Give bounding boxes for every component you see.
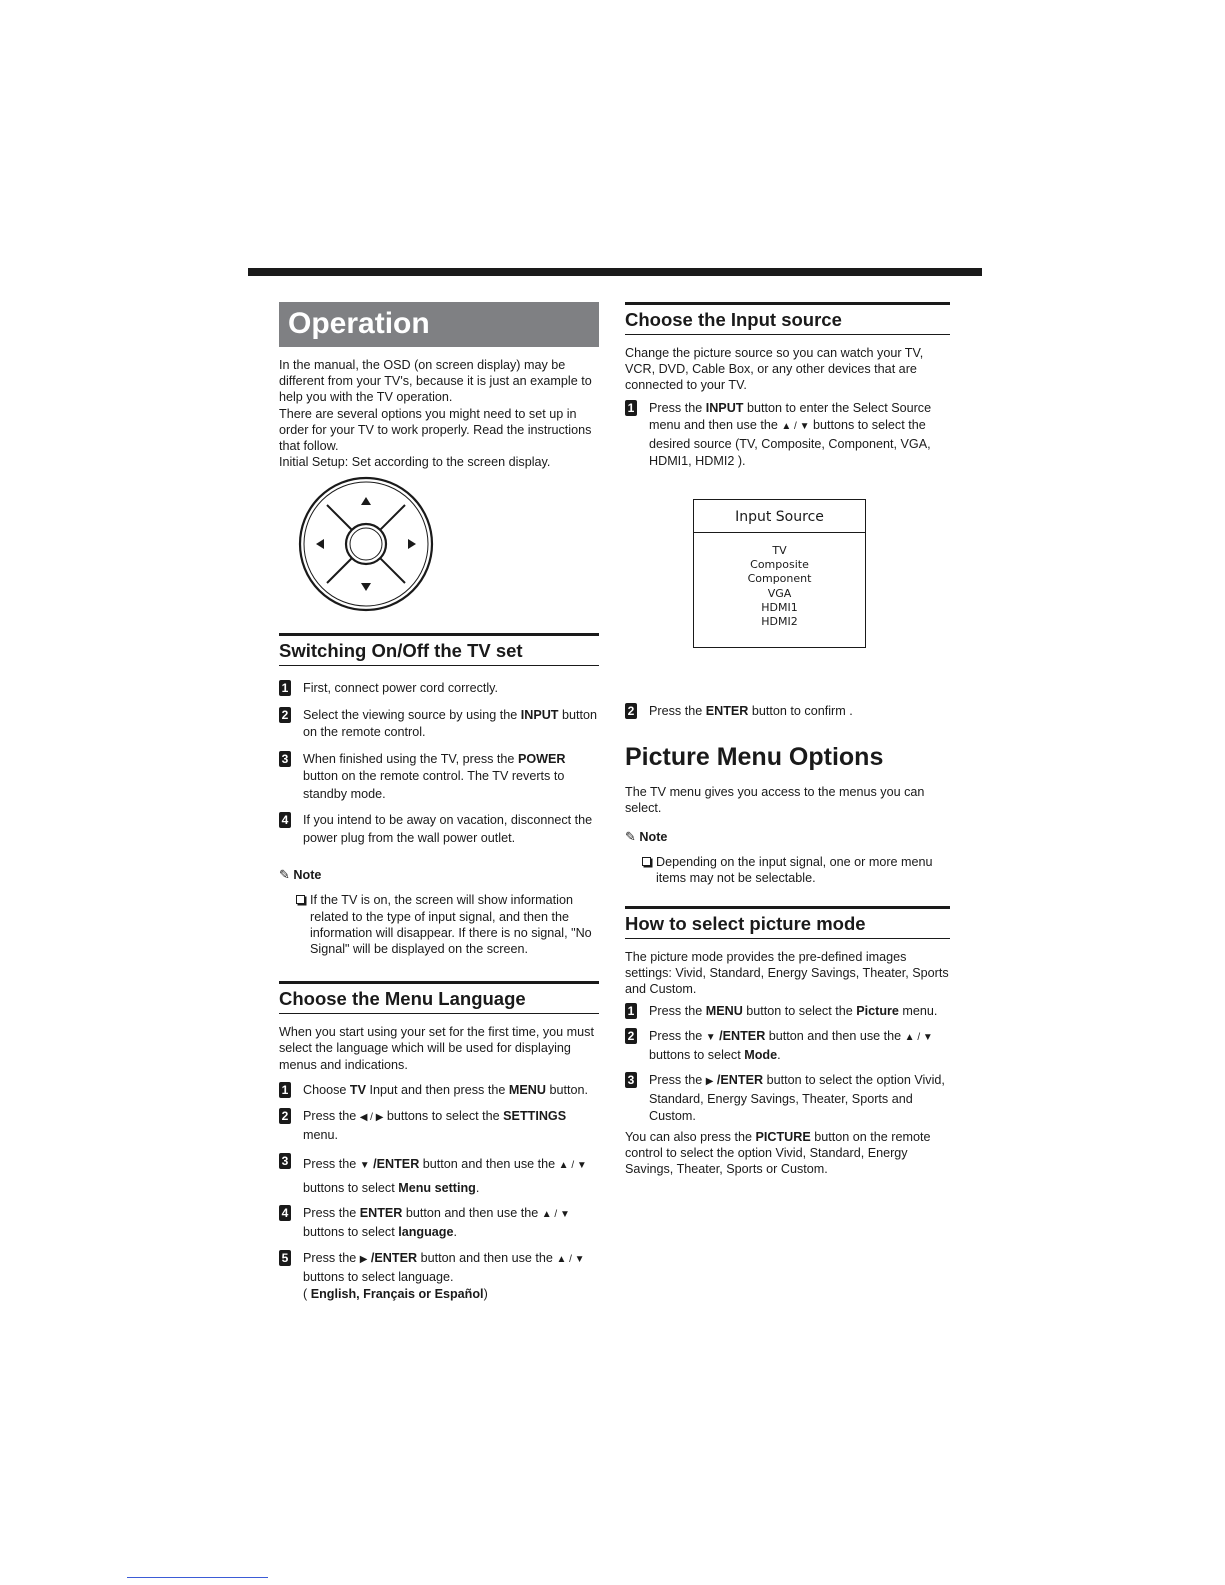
step-number: 4: [279, 812, 291, 828]
right-column: [625, 302, 950, 1177]
step-number: 2: [279, 707, 291, 723]
picture-mode-step-2: 2 Press the ▼ /ENTER button and then use the ▲ / ▼ buttons to select Mode.: [625, 1028, 950, 1064]
picture-mode-outro: You can also press the PICTURE button on the remote control to select the option Vivid, Standard, Energy Savings, Theater, Sports or Custom.: [625, 1129, 931, 1176]
remote-dpad-illustration: [297, 475, 435, 613]
osd-item-tv: TV: [772, 544, 787, 557]
switching-step-4: 4 If you intend to be away on vacation, disconnect the power plug from the wall power outlet.: [279, 812, 599, 847]
input-source-step-2: 2 Press the ENTER button to confirm .: [625, 703, 950, 721]
down-arrow-icon: [361, 583, 371, 591]
up-down-arrow-icons: ▲ / ▼: [904, 1032, 933, 1044]
operation-title: Operation: [279, 302, 599, 347]
input-source-step-1: 1 Press the INPUT button to enter the Select Source menu and then use the ▲ / ▼ buttons to select the desired source (TV, Composite, Component, VGA, HDMI1, HDMI2 ).: [625, 400, 950, 471]
top-rule: [248, 268, 982, 276]
picture-mode-title: How to select picture mode: [625, 906, 950, 939]
step-number: 2: [625, 1028, 637, 1044]
picture-menu-note-title: ✎ Note: [625, 828, 668, 844]
step-number: 1: [625, 1003, 637, 1019]
up-arrow-icon: [361, 497, 371, 505]
down-arrow-icon: ▼: [705, 1032, 716, 1044]
step-number: 4: [279, 1205, 291, 1221]
step-number: 5: [279, 1250, 291, 1266]
step-number: 3: [625, 1072, 637, 1088]
right-arrow-icon: ▶: [705, 1076, 714, 1088]
language-intro: When you start using your set for the first time, you must select the language which will be used for displaying menus and indications.: [279, 1025, 594, 1072]
switching-step-3: 3 When finished using the TV, press the POWER button on the remote control. The TV reverts to standby mode.: [279, 751, 599, 804]
step-number: 2: [279, 1108, 291, 1124]
up-down-arrow-icons: ▲ / ▼: [541, 1209, 570, 1221]
input-source-osd-menu: [693, 499, 866, 648]
osd-title: Input Source: [694, 500, 865, 533]
down-arrow-icon: ▼: [359, 1160, 370, 1172]
up-down-arrow-icons: ▲ / ▼: [556, 1254, 585, 1266]
switching-note: If the TV is on, the screen will show information related to the type of input signal, and then the information will disappear. If there is no signal, "No Signal" will be displayed on the screen.: [279, 892, 599, 957]
language-step-1: 1 Choose TV Input and then press the MENU button.: [279, 1082, 599, 1100]
language-step-3: 3 Press the ▼ /ENTER button and then use the ▲ / ▼ buttons to select Menu setting.: [279, 1153, 599, 1199]
bottom-link-line: [127, 1577, 268, 1578]
step-number: 3: [279, 1153, 291, 1169]
osd-item-hdmi2: HDMI2: [761, 615, 798, 629]
operation-intro-1: In the manual, the OSD (on screen display) may be different from your TV's, because it is just an example to help you with the TV operation.: [279, 358, 592, 405]
switching-step-1: 1 First, connect power cord correctly.: [279, 680, 599, 698]
up-down-arrow-icons: ▲ / ▼: [558, 1160, 587, 1172]
osd-item-composite: Composite: [750, 558, 809, 572]
pencil-icon: ✎: [279, 867, 290, 883]
input-source-title: Choose the Input source: [625, 302, 950, 335]
osd-item-component: Component: [747, 572, 812, 586]
pencil-icon: ✎: [625, 828, 636, 844]
switching-step-2: 2 Select the viewing source by using the INPUT button on the remote control.: [279, 707, 599, 742]
osd-item-hdmi1: HDMI1: [761, 600, 798, 614]
operation-intro-2: There are several options you might need to set up in order for your TV to work properly. Read the instructions that follow.: [279, 406, 592, 454]
left-column: [279, 302, 599, 1304]
step-number: 1: [279, 1082, 291, 1098]
picture-menu-note: Depending on the input signal, one or more menu items may not be selectable.: [625, 854, 950, 886]
up-down-arrow-icons: ▲ / ▼: [781, 421, 810, 433]
right-arrow-icon: ▶: [359, 1254, 368, 1266]
step-number: 3: [279, 751, 291, 767]
switching-title: Switching On/Off the TV set: [279, 633, 599, 666]
input-source-intro: Change the picture source so you can watch your TV, VCR, DVD, Cable Box, or any other devices that are connected to your TV.: [625, 346, 924, 393]
step-number: 1: [625, 400, 637, 416]
language-step-4: 4 Press the ENTER button and then use the ▲ / ▼ buttons to select language.: [279, 1205, 599, 1241]
step-number: 2: [625, 703, 637, 719]
left-arrow-icon: [316, 539, 324, 549]
picture-mode-step-3: 3 Press the ▶ /ENTER button to select the option Vivid, Standard, Energy Savings, Theater, Sports and Custom.: [625, 1072, 950, 1126]
picture-menu-intro: The TV menu gives you access to the menus you can select.: [625, 785, 925, 816]
checkbox-bullet-icon: [296, 895, 305, 904]
osd-item-vga: VGA: [767, 586, 792, 600]
language-step-5: 5 Press the ▶ /ENTER button and then use the ▲ / ▼ buttons to select language. ( English, Français or Español): [279, 1250, 599, 1304]
language-step-2: 2 Press the ◀ / ▶ buttons to select the SETTINGS menu.: [279, 1108, 599, 1144]
picture-mode-step-1: 1 Press the MENU button to select the Picture menu.: [625, 1003, 950, 1021]
osd-source-list: [694, 533, 865, 629]
picture-menu-title: Picture Menu Options: [625, 743, 884, 772]
language-title: Choose the Menu Language: [279, 981, 599, 1014]
left-right-arrow-icons: ◀ / ▶: [359, 1112, 384, 1124]
checkbox-bullet-icon: [642, 857, 651, 866]
switching-note-title: ✎ Note: [279, 867, 322, 883]
step-number: 1: [279, 680, 291, 696]
picture-mode-intro: The picture mode provides the pre-defined images settings: Vivid, Standard, Energy Savings, Theater, Sports and Custom.: [625, 949, 949, 997]
right-arrow-icon: [408, 539, 416, 549]
operation-intro-3: Initial Setup: Set according to the screen display.: [279, 455, 551, 470]
